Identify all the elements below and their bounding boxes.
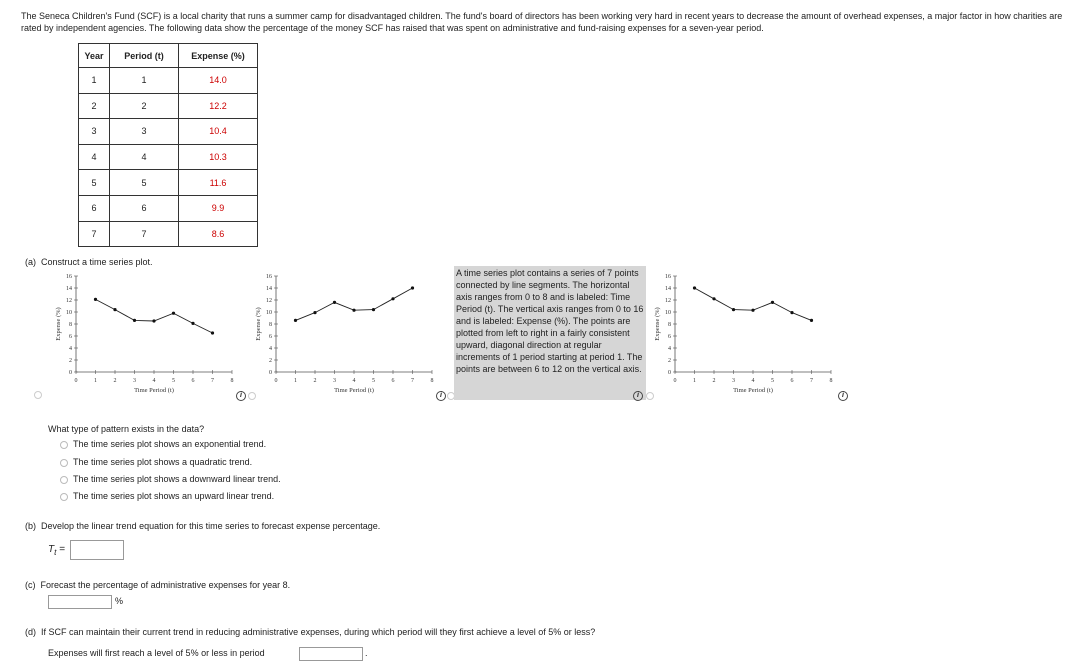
table-row: [79, 195, 258, 221]
part-b-text: Develop the linear trend equation for this time series to forecast expense percentage.: [41, 521, 381, 531]
x-axis-label: Time Period (t): [334, 387, 374, 394]
y-tick-label: 6: [668, 334, 671, 340]
cell-period: 6: [110, 195, 179, 221]
cell-year: 2: [79, 93, 110, 119]
cell-period: 3: [110, 119, 179, 145]
y-tick-label: 4: [269, 346, 272, 352]
cell-period: 7: [110, 221, 179, 247]
y-tick-label: 10: [66, 310, 72, 316]
y-tick-label: 16: [665, 274, 671, 280]
y-axis-label: Expense (%): [654, 307, 661, 341]
y-tick-label: 12: [66, 298, 72, 304]
y-tick-label: 2: [269, 358, 272, 364]
x-tick-label: 2: [113, 378, 117, 384]
y-tick-label: 16: [66, 274, 72, 280]
data-point: [810, 319, 813, 322]
cell-year: 6: [79, 195, 110, 221]
chart-option-1-radio[interactable]: [34, 391, 42, 399]
col-expense: Expense (%): [179, 44, 258, 68]
x-tick-label: 4: [352, 378, 356, 384]
x-tick-label: 6: [391, 378, 395, 384]
info-icon[interactable]: i: [633, 391, 643, 401]
part-a-text: Construct a time series plot.: [41, 257, 153, 267]
x-axis-label: Time Period (t): [134, 387, 174, 394]
x-tick-label: 7: [810, 378, 813, 384]
y-tick-label: 16: [266, 274, 272, 280]
option-label: The time series plot shows an upward linear trend.: [73, 491, 275, 501]
data-point: [152, 319, 155, 322]
x-tick-label: 5: [172, 378, 175, 384]
cell-expense: 11.6: [179, 170, 258, 196]
x-tick-label: 6: [790, 378, 794, 384]
eq-label: T: [48, 544, 55, 555]
data-point: [751, 309, 754, 312]
cell-period: 2: [110, 93, 179, 119]
data-point: [352, 309, 355, 312]
cell-period: 1: [110, 68, 179, 94]
part-b-prompt: [25, 521, 380, 531]
data-point: [693, 286, 696, 289]
y-tick-label: 10: [266, 310, 272, 316]
part-d-label: (d): [25, 627, 36, 637]
y-tick-label: 4: [69, 346, 72, 352]
pattern-option[interactable]: [60, 474, 281, 484]
data-point: [771, 301, 774, 304]
eq-sign: =: [59, 544, 66, 555]
cell-expense: 8.6: [179, 221, 258, 247]
cell-expense: 12.2: [179, 93, 258, 119]
x-tick-label: 5: [771, 378, 774, 384]
part-c-label: (c): [25, 580, 36, 590]
y-axis-label: Expense (%): [255, 307, 262, 341]
pattern-question: What type of pattern exists in the data?: [48, 424, 205, 434]
y-tick-label: 8: [668, 322, 671, 328]
data-point: [313, 311, 316, 314]
data-table: [78, 43, 258, 247]
x-tick-label: 5: [372, 378, 375, 384]
part-d-suffix: .: [365, 648, 368, 658]
y-axis-label: Expense (%): [55, 307, 62, 341]
x-tick-label: 4: [751, 378, 755, 384]
y-tick-label: 14: [665, 286, 671, 292]
cell-year: 7: [79, 221, 110, 247]
info-icon[interactable]: i: [838, 391, 848, 401]
y-tick-label: 4: [668, 346, 671, 352]
trend-equation-label: [48, 544, 65, 557]
x-tick-label: 8: [430, 378, 434, 384]
table-row: [79, 144, 258, 170]
y-tick-label: 0: [668, 370, 671, 376]
chart-option-4: [651, 268, 841, 398]
data-point: [790, 311, 793, 314]
chart-option-2: [252, 268, 442, 398]
x-tick-label: 0: [673, 378, 677, 384]
part-c-text: Forecast the percentage of administrative expenses for year 8.: [40, 580, 291, 590]
option-label: The time series plot shows an exponential trend.: [73, 439, 267, 449]
x-tick-label: 7: [411, 378, 414, 384]
x-tick-label: 1: [693, 378, 696, 384]
percent-unit: %: [115, 596, 124, 606]
x-tick-label: 8: [829, 378, 833, 384]
col-year: Year: [79, 44, 110, 68]
cell-expense: 10.4: [179, 119, 258, 145]
radio-button[interactable]: [60, 459, 68, 467]
y-tick-label: 2: [69, 358, 72, 364]
cell-expense: 10.3: [179, 144, 258, 170]
chart-option-1: [52, 268, 242, 398]
y-tick-label: 6: [269, 334, 272, 340]
trend-equation-input[interactable]: [70, 540, 124, 560]
y-tick-label: 0: [269, 370, 272, 376]
cell-period: 5: [110, 170, 179, 196]
data-point: [391, 297, 394, 300]
eq-sub: t: [54, 547, 57, 557]
data-point: [172, 312, 175, 315]
cell-year: 3: [79, 119, 110, 145]
forecast-input[interactable]: [48, 595, 112, 609]
problem-intro: The Seneca Children's Fund (SCF) is a local charity that runs a summer camp for disadvantaged children. The fund's board of directors has been working very hard in recent years to decrease the amount of overhead expenses, a major factor in how charities are rated by independent agencies. The following data show the percentage of the money SCF has raised that was spent on administrative and fund-raising expenses for a seven-year period.: [21, 11, 1063, 33]
option-label: The time series plot shows a downward linear trend.: [73, 474, 281, 484]
x-tick-label: 7: [211, 378, 214, 384]
data-point: [372, 308, 375, 311]
y-tick-label: 10: [665, 310, 671, 316]
pattern-option[interactable]: [60, 491, 274, 501]
data-point: [211, 331, 214, 334]
part-d-text: If SCF can maintain their current trend in reducing administrative expenses, during which period will they first achieve a level of 5% or less?: [41, 627, 596, 637]
y-tick-label: 14: [266, 286, 272, 292]
data-point: [133, 319, 136, 322]
table-row: [79, 170, 258, 196]
x-tick-label: 8: [230, 378, 234, 384]
y-tick-label: 2: [668, 358, 671, 364]
cell-period: 4: [110, 144, 179, 170]
radio-button[interactable]: [60, 476, 68, 484]
x-tick-label: 4: [152, 378, 156, 384]
data-point: [94, 298, 97, 301]
x-tick-label: 3: [333, 378, 336, 384]
part-a-prompt: [25, 257, 153, 267]
y-tick-label: 14: [66, 286, 72, 292]
y-tick-label: 8: [69, 322, 72, 328]
series-line: [695, 288, 812, 320]
data-point: [411, 286, 414, 289]
cell-year: 4: [79, 144, 110, 170]
radio-button[interactable]: [60, 493, 68, 501]
table-row: [79, 93, 258, 119]
y-tick-label: 0: [69, 370, 72, 376]
x-tick-label: 1: [94, 378, 97, 384]
data-point: [113, 308, 116, 311]
data-point: [191, 322, 194, 325]
data-point: [294, 319, 297, 322]
x-tick-label: 2: [313, 378, 317, 384]
data-point: [712, 297, 715, 300]
cell-year: 5: [79, 170, 110, 196]
x-tick-label: 3: [133, 378, 136, 384]
x-tick-label: 0: [74, 378, 78, 384]
part-c-prompt: [25, 580, 290, 590]
option-label: The time series plot shows a quadratic trend.: [73, 457, 253, 467]
series-line: [96, 299, 213, 333]
x-axis-label: Time Period (t): [733, 387, 773, 394]
table-row: [79, 119, 258, 145]
x-tick-label: 2: [712, 378, 716, 384]
x-tick-label: 0: [274, 378, 278, 384]
part-d-answer-prefix: Expenses will first reach a level of 5% or less in period: [48, 648, 265, 658]
y-tick-label: 12: [266, 298, 272, 304]
data-point: [732, 308, 735, 311]
table-row: [79, 68, 258, 94]
info-icon[interactable]: i: [436, 391, 446, 401]
radio-button[interactable]: [60, 441, 68, 449]
chart-option-3-alt-text: A time series plot contains a series of 7 points connected by line segments. The horizontal axis ranges from 0 to 8 and is labeled: Time Period (t). The vertical axis ranges from 0 to 16 and is labeled: Expense (%). The points are plotted from left to right in a fairly consistent upward, diagonal direction at regular increments of 1 period starting at period 1. The points are between 6 to 12 on the vertical axis.: [454, 266, 646, 400]
part-d-prompt: [25, 627, 595, 637]
x-tick-label: 6: [191, 378, 195, 384]
cell-year: 1: [79, 68, 110, 94]
cell-expense: 14.0: [179, 68, 258, 94]
part-b-label: (b): [25, 521, 36, 531]
cell-expense: 9.9: [179, 195, 258, 221]
pattern-option[interactable]: [60, 457, 252, 467]
col-period: Period (t): [110, 44, 179, 68]
y-tick-label: 12: [665, 298, 671, 304]
table-row: [79, 221, 258, 247]
part-a-label: (a): [25, 257, 36, 267]
info-icon[interactable]: i: [236, 391, 246, 401]
x-tick-label: 1: [294, 378, 297, 384]
series-line: [296, 288, 413, 320]
y-tick-label: 6: [69, 334, 72, 340]
data-point: [333, 301, 336, 304]
pattern-option[interactable]: [60, 439, 266, 449]
y-tick-label: 8: [269, 322, 272, 328]
x-tick-label: 3: [732, 378, 735, 384]
